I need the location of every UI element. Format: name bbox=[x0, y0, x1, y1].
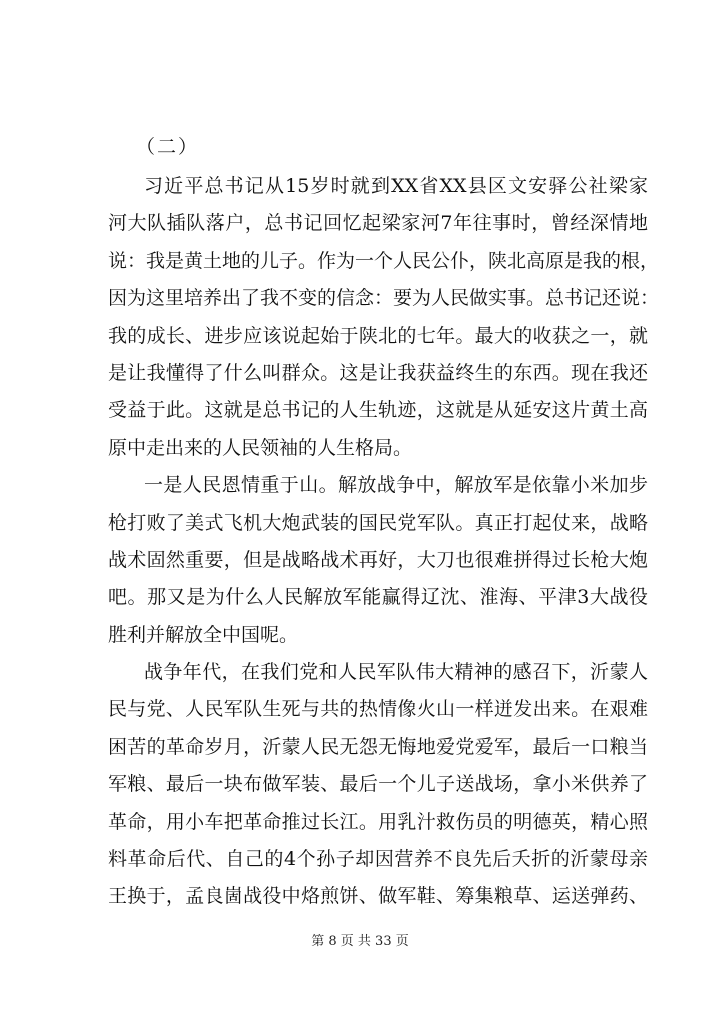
paragraph-line: 一是人民恩情重于山。解放战争中，解放军是依靠小米加步 bbox=[144, 474, 648, 497]
paragraph-line: 我的成长、进步应该说起始于陕北的七年。最大的收获之一，就 bbox=[108, 324, 648, 347]
paragraph-line: 枪打败了美式飞机大炮武装的国民党军队。真正打起仗来，战略 bbox=[108, 511, 648, 534]
paragraph-line: 因为这里培养出了我不变的信念：要为人民做实事。总书记还说： bbox=[108, 287, 660, 310]
paragraph-line: 民与党、人民军队生死与共的热情像火山一样迸发出来。在艰难 bbox=[108, 698, 648, 721]
paragraph-line: 胜利并解放全中国呢。 bbox=[108, 623, 299, 646]
paragraph-3 bbox=[108, 654, 648, 916]
paragraph-line: 战争年代，在我们党和人民军队伟大精神的感召下，沂蒙人 bbox=[144, 661, 648, 684]
paragraph-line: 革命，用小车把革命推过长江。用乳汁救伤员的明德英，精心照 bbox=[108, 810, 648, 833]
paragraph-line: 料革命后代、自己的4个孙子却因营养不良先后夭折的沂蒙母亲 bbox=[108, 848, 648, 871]
paragraph-line: 战术固然重要，但是战略战术再好，大刀也很难拼得过长枪大炮 bbox=[108, 548, 648, 571]
section-heading: （二） bbox=[136, 136, 200, 158]
paragraph-line: 吧。那又是为什么人民解放军能赢得辽沈、淮海、平津3大战役 bbox=[108, 586, 648, 609]
paragraph-line: 困苦的革命岁月，沂蒙人民无怨无悔地爱党爱军，最后一口粮当 bbox=[108, 735, 648, 758]
paragraph-line: 原中走出来的人民领袖的人生格局。 bbox=[108, 436, 413, 459]
paragraph-line: 军粮、最后一块布做军装、最后一个儿子送战场，拿小米供养了 bbox=[108, 773, 648, 796]
paragraph-line: 习近平总书记从15岁时就到XX省XX县区文安驿公社梁家 bbox=[144, 175, 648, 197]
paragraph-1 bbox=[108, 168, 660, 467]
paragraph-2 bbox=[108, 467, 648, 654]
paragraph-line: 河大队插队落户，总书记回忆起梁家河7年往事时，曾经深情地 bbox=[108, 212, 648, 235]
paragraph-line: 说：我是黄土地的儿子。作为一个人民公仆，陕北高原是我的根， bbox=[108, 249, 660, 272]
body-text bbox=[108, 168, 660, 916]
paragraph-line: 是让我懂得了什么叫群众。这是让我获益终生的东西。现在我还 bbox=[108, 361, 648, 384]
paragraph-line: 受益于此。这就是总书记的人生轨迹，这就是从延安这片黄土高 bbox=[108, 399, 648, 422]
page-footer: 第 8 页 共 33 页 bbox=[311, 934, 409, 949]
paragraph-line: 王换于，孟良崮战役中烙煎饼、做军鞋、筹集粮草、运送弹药、 bbox=[108, 885, 648, 908]
